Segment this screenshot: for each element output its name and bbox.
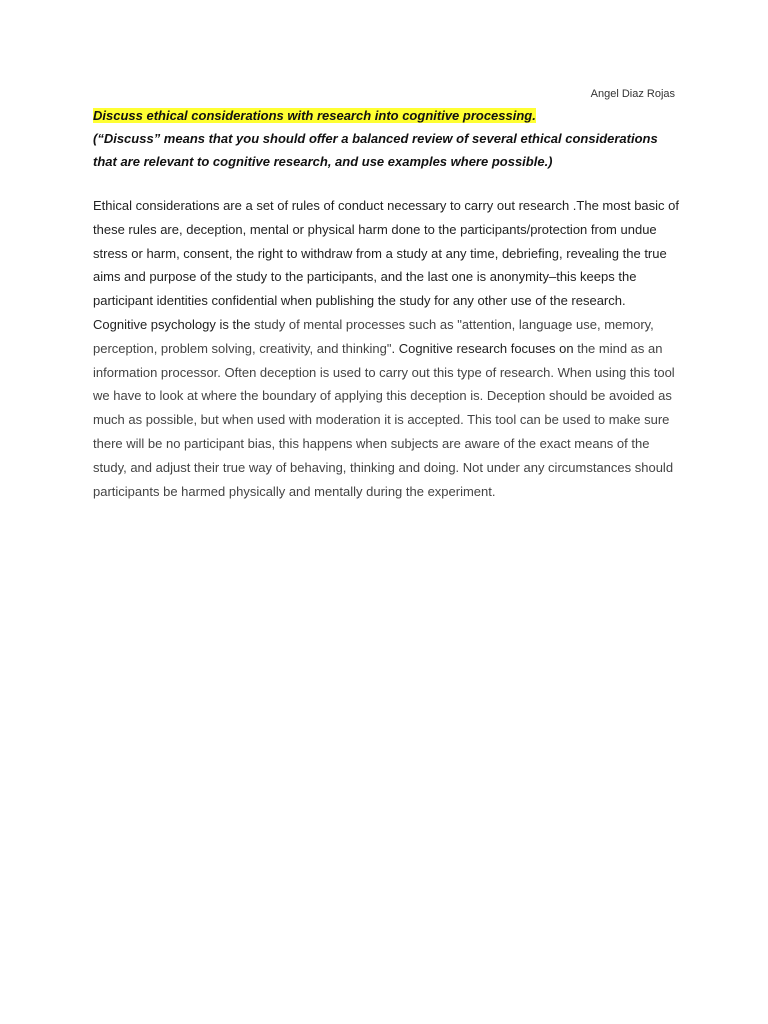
essay-body — [93, 194, 683, 503]
author-name: Angel Diaz Rojas — [590, 88, 675, 100]
essay-text-part-1: Ethical considerations are a set of rules of conduct necessary to carry out research .The most basic of these rules are, deception, mental or physical harm done to the participants/protection from undue stress or harm, consent, the right to withdraw from a study at any time, debriefing, revealing the true aims and purpose of the study to the participants, and the last one is anonymity–this keeps the participant identities confidential when publishing the study for any other use of the research. Cognitive psychology is the — [93, 198, 680, 332]
essay-text-part-3: . Cognitive research focuses on — [391, 340, 578, 356]
essay-text-part-4: the mind as an information processor. Often deception is used to carry out this type of research. When using this tool we have to look at where the boundary of applying this deception is. Deception should be avoided as much as possible, but when used with moderation it is accepted. This tool can be used to make sure there will be no participant bias, this happens when subjects are aware of the exact means of the study, and adjust their true way of behaving, thinking and doing. Not under any circumstances should participants be harmed physically and mentally during the experiment. — [93, 340, 675, 499]
prompt-question: Discuss ethical considerations with research into cognitive processing. — [93, 108, 536, 123]
essay-prompt — [93, 104, 683, 173]
prompt-note: (“Discuss” means that you should offer a balanced review of several ethical considerations that are relevant to cognitive research, and use examples where possible.) — [93, 131, 658, 169]
essay-text-part-2: study of mental processes such as "attention, language use, memory, perception, problem solving, creativity, and thinking" — [93, 316, 654, 356]
